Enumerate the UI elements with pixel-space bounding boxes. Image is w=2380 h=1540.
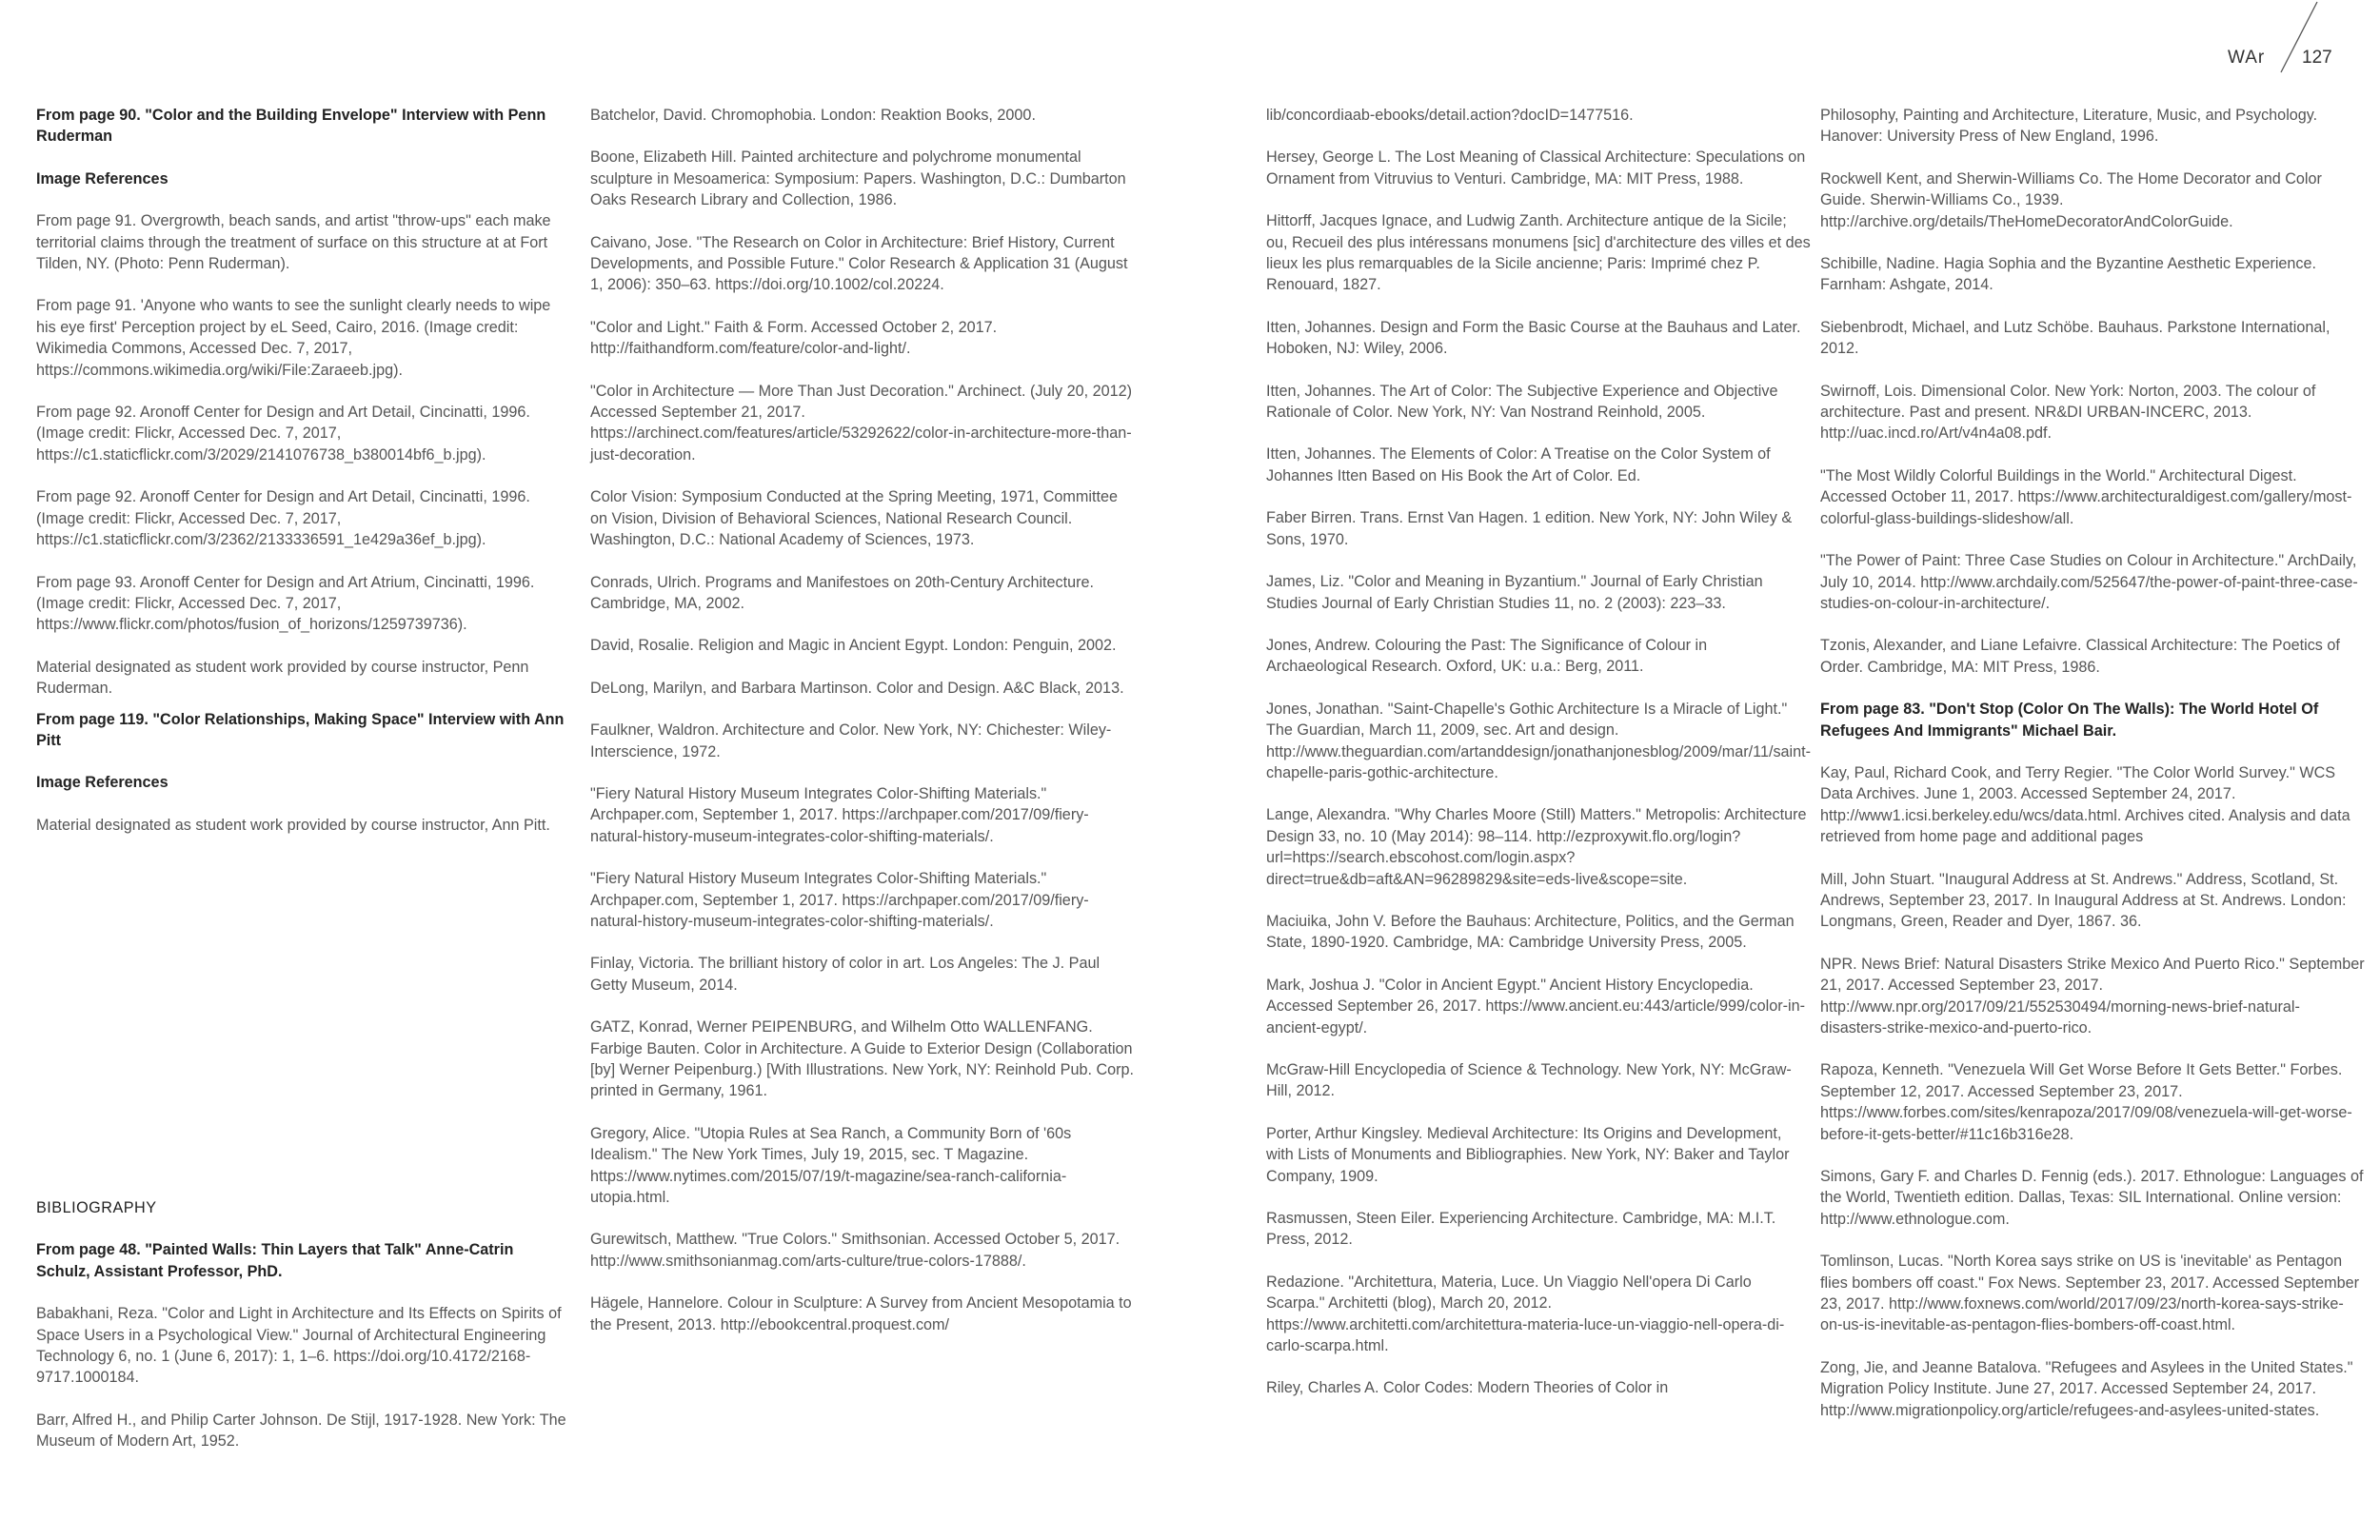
bibliography-title: BIBLIOGRAPHY bbox=[36, 1199, 157, 1216]
bibliography-entry: Philosophy, Painting and Architecture, Literature, Music, and Psychology. Hanover: University Press of New England, 1996. bbox=[1820, 107, 2318, 146]
image-reference: Material designated as student work provided by course instructor, Penn Ruderman. bbox=[36, 658, 529, 698]
column-4 bbox=[1820, 105, 2365, 1442]
image-reference: From page 91. Overgrowth, beach sands, and artist "throw-ups" each make territorial claims through the treatment of surface on this structure at at Fort Tilden, NY. (Photo: Penn Ruderman). bbox=[36, 212, 551, 273]
bibliography-entry: Itten, Johannes. The Art of Color: The Subjective Experience and Objective Rationale of Color. New York, NY: Van Nostrand Reinhold, 2005. bbox=[1266, 382, 1778, 422]
bibliography-entry: David, Rosalie. Religion and Magic in Ancient Egypt. London: Penguin, 2002. bbox=[590, 637, 1117, 655]
image-reference: From page 92. Aronoff Center for Design and Art Detail, Cincinatti, 1996. (Image credit: Flickr, Accessed Dec. 7, 2017, https://c1.staticflickr.com/3/2362/2133336591_1e429a36ef_b.jpg). bbox=[36, 488, 530, 549]
bibliography-entry: Simons, Gary F. and Charles D. Fennig (eds.). 2017. Ethnologue: Languages of the World, Twentieth edition. Dallas, Texas: SIL International. Online version: http://www.ethnologue.com. bbox=[1820, 1168, 2364, 1228]
bibliography-block bbox=[36, 1197, 571, 1473]
bibliography-entry: Faber Birren. Trans. Ernst Van Hagen. 1 edition. New York, NY: John Wiley & Sons, 1970. bbox=[1266, 509, 1793, 548]
bibliography-entry: Jones, Jonathan. "Saint-Chapelle's Gothic Architecture Is a Miracle of Light." The Guardian, March 11, 2009, sec. Art and design. http://www.theguardian.com/artanddesign/jonathanjonesblog/2009/mar/11/saint-chapelle-paris-gothic-architecture. bbox=[1266, 700, 1812, 781]
bibliography-entry: Batchelor, David. Chromophobia. London: Reaktion Books, 2000. bbox=[590, 107, 1036, 124]
bibliography-entry: Barr, Alfred H., and Philip Carter Johnson. De Stijl, 1917-1928. New York: The Museum of Modern Art, 1952. bbox=[36, 1411, 566, 1451]
bibliography-entry: Schibille, Nadine. Hagia Sophia and the Byzantine Aesthetic Experience. Farnham: Ashgate, 2014. bbox=[1820, 255, 2317, 294]
bibliography-entry: GATZ, Konrad, Werner PEIPENBURG, and Wilhelm Otto WALLENFANG. Farbige Bauten. Color in Architecture. A Guide to Exterior Design (Collaboration [by] Werner Peipenburg.) [With Illustrations. New York, NY: Reinhold Pub. Corp. printed in Germany, 1961. bbox=[590, 1018, 1135, 1100]
bibliography-entry: NPR. News Brief: Natural Disasters Strike Mexico And Puerto Rico." September 21, 2017. Accessed September 23, 2017. http://www.npr.org/2017/09/21/552530494/morning-news-brief-natural-disasters-strike-mexico-and-puerto-rico. bbox=[1820, 955, 2365, 1037]
bibliography-entry: Siebenbrodt, Michael, and Lutz Schöbe. Bauhaus. Parkstone International, 2012. bbox=[1820, 318, 2330, 358]
bibliography-entry: Gurewitsch, Matthew. "True Colors." Smithsonian. Accessed October 5, 2017. http://www.smithsonianmag.com/arts-culture/true-colors-17888/. bbox=[590, 1231, 1121, 1270]
bibliography-entry: Zong, Jie, and Jeanne Batalova. "Refugees and Asylees in the United States." Migration Policy Institute. June 27, 2017. Accessed September 24, 2017. http://www.migrationpolicy.org/article/refugees-and-asylees-united-states. bbox=[1820, 1358, 2353, 1419]
header-slash-divider bbox=[2094, 0, 2380, 86]
page-header bbox=[2094, 0, 2380, 86]
bibliography-entry: Riley, Charles A. Color Codes: Modern Theories of Color in bbox=[1266, 1379, 1669, 1397]
bibliography-entry: "The Power of Paint: Three Case Studies on Colour in Architecture." ArchDaily, July 10, 2014. http://www.archdaily.com/525647/the-power-of-paint-three-case-studies-on-colour-in-architecture/. bbox=[1820, 552, 2358, 612]
bibliography-entry: Itten, Johannes. Design and Form the Basic Course at the Bauhaus and Later. Hoboken, NJ: Wiley, 2006. bbox=[1266, 318, 1801, 358]
bibliography-entry: "Color in Architecture — More Than Just Decoration." Archinect. (July 20, 2012) Accessed September 21, 2017. https://archinect.com/features/article/53292622/color-in-architecture-more-than-just-decoration. bbox=[590, 382, 1133, 464]
image-reference: From page 91. 'Anyone who wants to see the sunlight clearly needs to wipe his eye first' Perception project by eL Seed, Cairo, 2016. (Image credit: Wikimedia Commons, Accessed Dec. 7, 2017, https://commons.wikimedia.org/wiki/File:Zaraeeb.jpg). bbox=[36, 297, 551, 379]
bibliography-entry: Finlay, Victoria. The brilliant history of color in art. Los Angeles: The J. Paul Getty Museum, 2014. bbox=[590, 955, 1101, 994]
bibliography-entry: Conrads, Ulrich. Programs and Manifestoes on 20th-Century Architecture. Cambridge, MA, 2002. bbox=[590, 573, 1095, 612]
bibliography-entry: DeLong, Marilyn, and Barbara Martinson. Color and Design. A&C Black, 2013. bbox=[590, 679, 1124, 697]
bibliography-entry: Mill, John Stuart. "Inaugural Address at St. Andrews." Address, Scotland, St. Andrews, September 23, 2017. In Inaugural Address at St. Andrews. London: Longmans, Green, Reader and Dyer, 1867. 36. bbox=[1820, 870, 2347, 931]
journal-title: WAr bbox=[2228, 48, 2266, 68]
bibliography-entry: Rockwell Kent, and Sherwin-Williams Co. The Home Decorator and Color Guide. Sherwin-Williams Co., 1939. http://archive.org/details/TheHomeDecoratorAndColorGuide. bbox=[1820, 169, 2322, 230]
section-heading: From page 119. "Color Relationships, Making Space" Interview with Ann Pitt bbox=[36, 710, 565, 749]
bibliography-entry: Maciuika, John V. Before the Bauhaus: Architecture, Politics, and the German State, 1890-1920. Cambridge, MA: Cambridge University Press, 2005. bbox=[1266, 912, 1795, 952]
bibliography-entry: Mark, Joshua J. "Color in Ancient Egypt." Ancient History Encyclopedia. Accessed September 26, 2017. https://www.ancient.eu:443/article/999/color-in-ancient-egypt/. bbox=[1266, 976, 1805, 1037]
image-reference: Material designated as student work provided by course instructor, Ann Pitt. bbox=[36, 816, 550, 834]
bibliography-entry: Rapoza, Kenneth. "Venezuela Will Get Worse Before It Gets Better." Forbes. September 12, 2017. Accessed September 23, 2017. https://www.forbes.com/sites/kenrapoza/2017/09/08/venezuela-will-get-worse-before-it-gets-better/#11c16b316e28. bbox=[1820, 1061, 2352, 1143]
section-heading: From page 83. "Don't Stop (Color On The Walls): The World Hotel Of Refugees And Immigrants" Michael Bair. bbox=[1820, 701, 2319, 740]
column-2 bbox=[590, 105, 1135, 1356]
section-heading: From page 48. "Painted Walls: Thin Layers that Talk" Anne-Catrin Schulz, Assistant Professor, PhD. bbox=[36, 1241, 514, 1280]
page-number: 127 bbox=[2302, 48, 2332, 68]
bibliography-entry: "Fiery Natural History Museum Integrates Color-Shifting Materials." Archpaper.com, September 1, 2017. https://archpaper.com/2017/09/fiery-natural-history-museum-integrates-color-shifting-materials/. bbox=[590, 784, 1089, 845]
image-reference: From page 92. Aronoff Center for Design and Art Detail, Cincinatti, 1996. (Image credit: Flickr, Accessed Dec. 7, 2017, https://c1.staticflickr.com/3/2029/2141076738_b380014bf6_b.jpg). bbox=[36, 404, 530, 464]
bibliography-entry: Swirnoff, Lois. Dimensional Color. New York: Norton, 2003. The colour of architecture. Past and present. NR&DI URBAN-INCERC, 2013. http://uac.incd.ro/Art/v4n4a08.pdf. bbox=[1820, 382, 2316, 443]
bibliography-entry: Hägele, Hannelore. Colour in Sculpture: A Survey from Ancient Mesopotamia to the Present, 2013. http://ebookcentral.proquest.com/ bbox=[590, 1294, 1132, 1333]
subheading: Image References bbox=[36, 169, 169, 188]
bibliography-entry: Hittorff, Jacques Ignace, and Ludwig Zanth. Architecture antique de la Sicile; ou, Recueil des plus intéressans monumens [sic] d'architecture des villes et des lieux les plus remarquables de la Sicile ancienne; Paris: Imprimé chez P. Renouard, 1827. bbox=[1266, 212, 1811, 294]
bibliography-entry: McGraw-Hill Encyclopedia of Science & Technology. New York, NY: McGraw-Hill, 2012. bbox=[1266, 1061, 1792, 1100]
bibliography-entry: Color Vision: Symposium Conducted at the Spring Meeting, 1971, Committee on Vision, Division of Behavioral Sciences, National Research Council. Washington, D.C.: National Academy of Sciences, 1973. bbox=[590, 488, 1118, 549]
bibliography-entry: Gregory, Alice. "Utopia Rules at Sea Ranch, a Community Born of '60s Idealism." The New York Times, July 19, 2015, sec. T Magazine. https://www.nytimes.com/2015/07/19/t-magazine/sea-ranch-california-utopia.html. bbox=[590, 1124, 1072, 1207]
bibliography-entry: Hersey, George L. The Lost Meaning of Classical Architecture: Speculations on Ornament from Vitruvius to Venturi. Cambridge, MA: MIT Press, 1988. bbox=[1266, 148, 1806, 188]
bibliography-entry: Tomlinson, Lucas. "North Korea says strike on US is 'inevitable' as Pentagon flies bombers off coast." Fox News. September 23, 2017. Accessed September 23, 2017. http://www.foxnews.com/world/2017/09/23/north-korea-says-strike-on-us-is-inevitable-as-pentagon-flies-bombers-off-coast.html. bbox=[1820, 1253, 2360, 1334]
bibliography-entry: Kay, Paul, Richard Cook, and Terry Regier. "The Color World Survey." WCS Data Archives. June 1, 2003. Accessed September 24, 2017. http://www1.icsi.berkeley.edu/wcs/data.html. Archives cited. Analysis and data retrieved from home page and additional pages bbox=[1820, 763, 2350, 846]
bibliography-entry: James, Liz. "Color and Meaning in Byzantium." Journal of Early Christian Studies Journal of Early Christian Studies 11, no. 2 (2003): 223–33. bbox=[1266, 573, 1763, 612]
bibliography-entry: Redazione. "Architettura, Materia, Luce. Un Viaggio Nell'opera Di Carlo Scarpa." Architetti (blog), March 20, 2012. https://www.architetti.com/architettura-materia-luce-un-viaggio-nell-opera-di-carlo-scarpa.html. bbox=[1266, 1273, 1785, 1355]
subheading: Image References bbox=[36, 774, 169, 792]
bibliography-entry: lib/concordiaab-ebooks/detail.action?docID=1477516. bbox=[1266, 107, 1634, 124]
bibliography-entry: Faulkner, Waldron. Architecture and Color. New York, NY: Chichester: Wiley-Interscience, 1972. bbox=[590, 721, 1112, 760]
bibliography-entry: Porter, Arthur Kingsley. Medieval Architecture: Its Origins and Development, with Lists of Monuments and Bibliographies. New York, NY: Baker and Taylor Company, 1909. bbox=[1266, 1124, 1790, 1185]
bibliography-entry: "The Most Wildly Colorful Buildings in the World." Architectural Digest. Accessed October 11, 2017. https://www.architecturaldigest.com/gallery/most-colorful-glass-buildings-slideshow/all. bbox=[1820, 466, 2352, 527]
bibliography-entry: Babakhani, Reza. "Color and Light in Architecture and Its Effects on Spirits of Space Users in a Psychological View." Journal of Architectural Engineering Technology 6, no. 1 (June 6, 2017): 1, 1–6. https://doi.org/10.4172/2168-9717.1000184. bbox=[36, 1305, 562, 1387]
image-reference: From page 93. Aronoff Center for Design and Art Atrium, Cincinatti, 1996. (Image credit: Flickr, Accessed Dec. 7, 2017, https://www.flickr.com/photos/fusion_of_horizons/1259739736). bbox=[36, 573, 535, 634]
bibliography-entry: Itten, Johannes. The Elements of Color: A Treatise on the Color System of Johannes Itten Based on His Book the Art of Color. Ed. bbox=[1266, 445, 1771, 484]
column-3 bbox=[1266, 105, 1811, 1420]
bibliography-entry: Lange, Alexandra. "Why Charles Moore (Still) Matters." Metropolis: Architecture Design 33, no. 10 (May 2014): 98–114. http://ezproxywit.flo.org/login?url=https://search.ebscohost.com/login.aspx?direct=true&db=aft&AN=96289829&site=eds-live&scope=site. bbox=[1266, 806, 1807, 888]
bibliography-entry: "Fiery Natural History Museum Integrates Color-Shifting Materials." Archpaper.com, September 1, 2017. https://archpaper.com/2017/09/fiery-natural-history-museum-integrates-color-shifting-materials/. bbox=[590, 870, 1089, 930]
bibliography-entry: "Color and Light." Faith & Form. Accessed October 2, 2017. http://faithandform.com/feature/color-and-light/. bbox=[590, 318, 998, 358]
bibliography-entry: Rasmussen, Steen Eiler. Experiencing Architecture. Cambridge, MA: M.I.T. Press, 2012. bbox=[1266, 1210, 1776, 1249]
bibliography-entry: Caivano, Jose. "The Research on Color in Architecture: Brief History, Current Developments, and Possible Future." Color Research & Application 31 (August 1, 2006): 350–63. https://doi.org/10.1002/col.20224. bbox=[590, 233, 1128, 294]
column-1 bbox=[36, 105, 571, 1504]
section-heading: From page 90. "Color and the Building Envelope" Interview with Penn Ruderman bbox=[36, 107, 546, 146]
bibliography-entry: Tzonis, Alexander, and Liane Lefaivre. Classical Architecture: The Poetics of Order. Cambridge, MA: MIT Press, 1986. bbox=[1820, 637, 2340, 676]
bibliography-entry: Jones, Andrew. Colouring the Past: The Significance of Colour in Archaeological Research. Oxford, UK: u.a.: Berg, 2011. bbox=[1266, 636, 1708, 676]
bibliography-entry: Boone, Elizabeth Hill. Painted architecture and polychrome monumental sculpture in Mesoamerica: Symposium: Papers. Washington, D.C.: Dumbarton Oaks Research Library and Collection, 1986. bbox=[590, 148, 1126, 209]
